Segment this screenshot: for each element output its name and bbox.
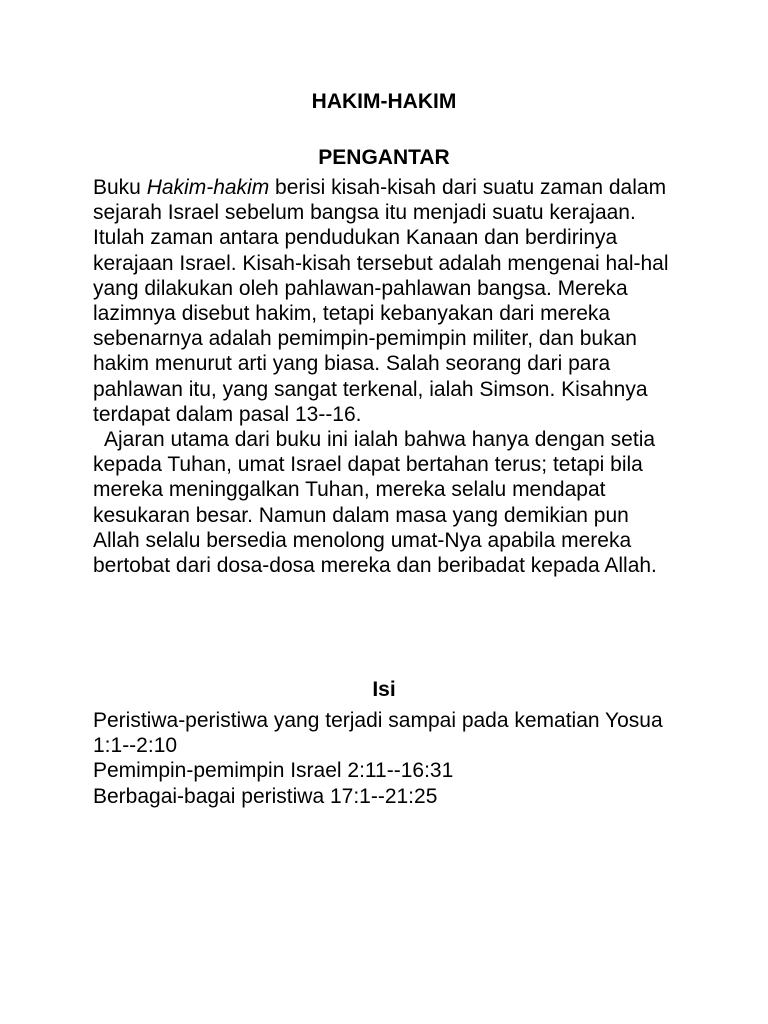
contents-item: Pemimpin-pemimpin Israel 2:11--16:31	[93, 759, 454, 783]
paragraph-lead: Buku	[93, 176, 147, 199]
intro-paragraph-1	[93, 175, 675, 427]
intro-heading: PENGANTAR	[318, 146, 450, 169]
book-title-italic: Hakim-hakim	[146, 176, 270, 199]
intro-text	[93, 175, 675, 578]
contents-item: Berbagai-bagai peristiwa 17:1--21:25	[93, 784, 438, 808]
paragraph-rest: berisi kisah-kisah dari suatu zaman dalam sejarah Israel sebelum bangsa itu menjadi suatu kerajaan. Itulah zaman antara pendudukan Kanaan dan berdirinya kerajaan Israel. Kisah-kisah tersebut adalah mengenai hal-hal yang dilakukan oleh pahlawan-pahlawan bangsa. Mereka lazimnya disebut hakim, tetapi kebanyakan dari mereka sebenarnya adalah pemimpin-pemimpin militer, dan bukan hakim menurut arti yang biasa. Salah seorang dari para pahlawan itu, yang sangat terkenal, ialah Simson. Kisahnya terdapat dalam pasal 13--16.	[93, 176, 669, 426]
contents-heading: Isi	[372, 678, 396, 701]
intro-paragraph-2: Ajaran utama dari buku ini ialah bahwa hanya dengan setia kepada Tuhan, umat Israel dapat bertahan terus; tetapi bila mereka meninggalkan Tuhan, mereka selalu mendapat kesukaran besar. Namun dalam masa yang demikian pun Allah selalu bersedia menolong umat-Nya apabila mereka bertobat dari dosa-dosa mereka dan beribadat kepada Allah.	[93, 428, 657, 578]
contents-list	[93, 708, 675, 809]
contents-item: Peristiwa-peristiwa yang terjadi sampai pada kematian Yosua 1:1--2:10	[93, 709, 663, 758]
page-title: HAKIM-HAKIM	[311, 90, 457, 113]
